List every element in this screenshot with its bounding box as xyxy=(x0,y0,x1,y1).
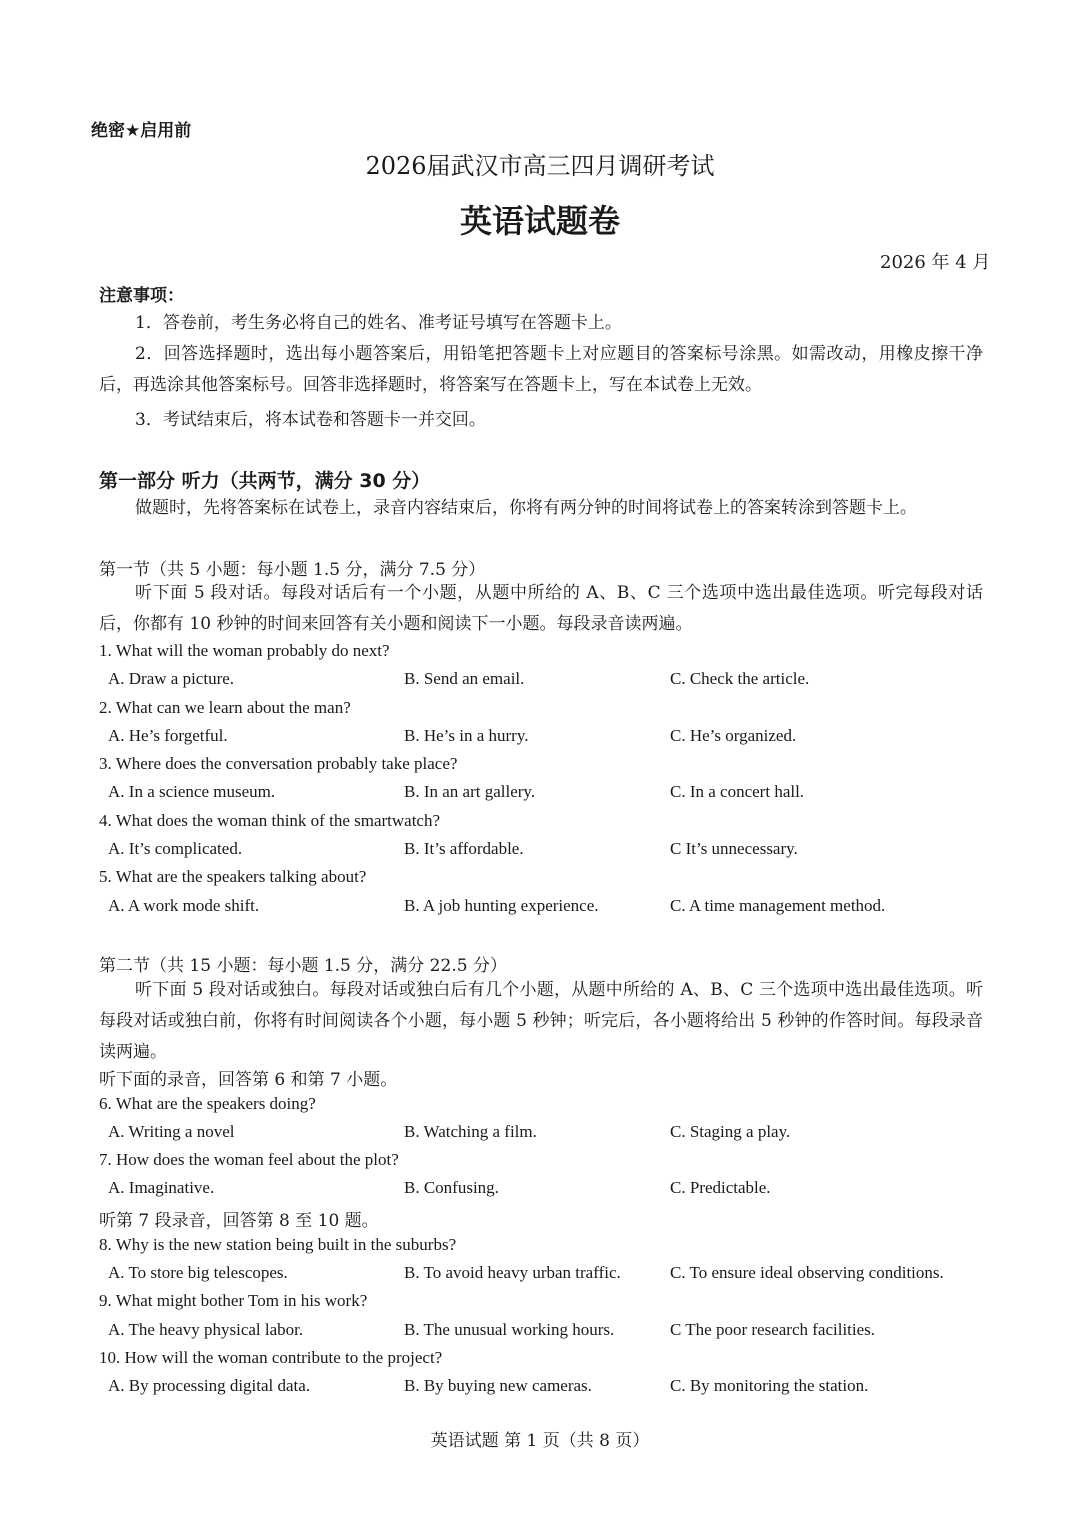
option-10a: A. By processing digital data. xyxy=(108,1376,311,1395)
option-7c: C. Predictable. xyxy=(670,1178,771,1197)
option-3b: B. In an art gallery. xyxy=(404,782,536,801)
option-8c: C. To ensure ideal observing conditions. xyxy=(670,1263,944,1282)
question-8: 8. Why is the new station being built in the suburbs? xyxy=(99,1235,457,1254)
option-4b: B. It’s affordable. xyxy=(404,839,524,858)
option-2a: A. He’s forgetful. xyxy=(108,726,228,745)
notice-item-2: 2．回答选择题时，选出每小题答案后，用铅笔把答题卡上对应题目的答案标号涂黑。如需改动，用橡皮擦干净后，再选涂其他答案标号。回答非选择题时，将答案写在答题卡上，写在本试卷上无效。 xyxy=(99,344,983,395)
section1-heading: 第一节（共 5 小题：每小题 1.5 分，满分 7.5 分） xyxy=(99,560,486,580)
option-3a: A. In a science museum. xyxy=(108,782,276,801)
option-4a: A. It’s complicated. xyxy=(108,839,243,858)
question-3: 3. Where does the conversation probably take place? xyxy=(99,754,458,773)
notice-item-1: 1．答卷前，考生务必将自己的姓名、准考证号填写在答题卡上。 xyxy=(135,313,622,333)
option-8a: A. To store big telescopes. xyxy=(108,1263,288,1282)
notice-item-3: 3．考试结束后，将本试卷和答题卡一并交回。 xyxy=(135,410,486,430)
notice-heading: 注意事项： xyxy=(99,286,184,306)
option-6c: C. Staging a play. xyxy=(670,1122,791,1141)
option-2b: B. He’s in a hurry. xyxy=(404,726,529,745)
part1-heading: 第一部分 听力（共两节，满分 30 分） xyxy=(99,470,431,492)
option-8b: B. To avoid heavy urban traffic. xyxy=(404,1263,621,1282)
exam-title: 2026届武汉市高三四月调研考试 xyxy=(365,152,715,180)
option-1a: A. Draw a picture. xyxy=(108,669,235,688)
option-9a: A. The heavy physical labor. xyxy=(108,1320,304,1339)
option-5b: B. A job hunting experience. xyxy=(404,896,599,915)
option-6b: B. Watching a film. xyxy=(404,1122,537,1141)
question-9: 9. What might bother Tom in his work? xyxy=(99,1291,368,1310)
instruction-8-10: 听第 7 段录音，回答第 8 至 10 题。 xyxy=(99,1211,379,1231)
exam-date: 2026 年 4 月 xyxy=(880,252,991,273)
page-footer: 英语试题 第 1 页（共 8 页） xyxy=(430,1431,650,1451)
section2-intro: 听下面 5 段对话或独白。每段对话或独白后有几个小题，从题中所给的 A、B、C 三个选项中选出最佳选项。听每段对话或独白前，你将有时间阅读各个小题，每小题 5 秒钟；听完后，各小题将给出 5 秒钟的作答时间。每段录音读两遍。 xyxy=(99,980,983,1062)
question-4: 4. What does the woman think of the smartwatch? xyxy=(99,811,441,830)
question-6: 6. What are the speakers doing? xyxy=(99,1094,316,1113)
instruction-6-7: 听下面的录音，回答第 6 和第 7 小题。 xyxy=(99,1070,398,1090)
option-7a: A. Imaginative. xyxy=(108,1178,215,1197)
option-9c: C The poor research facilities. xyxy=(670,1320,876,1339)
option-10c: C. By monitoring the station. xyxy=(670,1376,869,1395)
question-7: 7. How does the woman feel about the plot? xyxy=(99,1150,399,1169)
option-10b: B. By buying new cameras. xyxy=(404,1376,592,1395)
question-5: 5. What are the speakers talking about? xyxy=(99,867,367,886)
part1-intro: 做题时，先将答案标在试卷上，录音内容结束后，你将有两分钟的时间将试卷上的答案转涂到答题卡上。 xyxy=(135,498,917,518)
paper-title: 英语试题卷 xyxy=(459,202,620,240)
option-5c: C. A time management method. xyxy=(670,896,886,915)
option-6a: A. Writing a novel xyxy=(108,1122,235,1141)
option-9b: B. The unusual working hours. xyxy=(404,1320,615,1339)
confidential-mark: 绝密★启用前 xyxy=(91,121,192,141)
option-7b: B. Confusing. xyxy=(404,1178,499,1197)
option-4c: C It’s unnecessary. xyxy=(670,839,798,858)
option-3c: C. In a concert hall. xyxy=(670,782,805,801)
question-10: 10. How will the woman contribute to the project? xyxy=(99,1348,443,1367)
option-5a: A. A work mode shift. xyxy=(108,896,260,915)
section2-heading: 第二节（共 15 小题：每小题 1.5 分，满分 22.5 分） xyxy=(99,956,507,976)
question-2: 2. What can we learn about the man? xyxy=(99,698,351,717)
section1-intro: 听下面 5 段对话。每段对话后有一个小题，从题中所给的 A、B、C 三个选项中选出最佳选项。听完每段对话后，你都有 10 秒钟的时间来回答有关小题和阅读下一小题。每段录音读两遍。 xyxy=(99,583,983,634)
option-2c: C. He’s organized. xyxy=(670,726,797,745)
option-1c: C. Check the article. xyxy=(670,669,810,688)
option-1b: B. Send an email. xyxy=(404,669,525,688)
question-1: 1. What will the woman probably do next? xyxy=(99,641,390,660)
